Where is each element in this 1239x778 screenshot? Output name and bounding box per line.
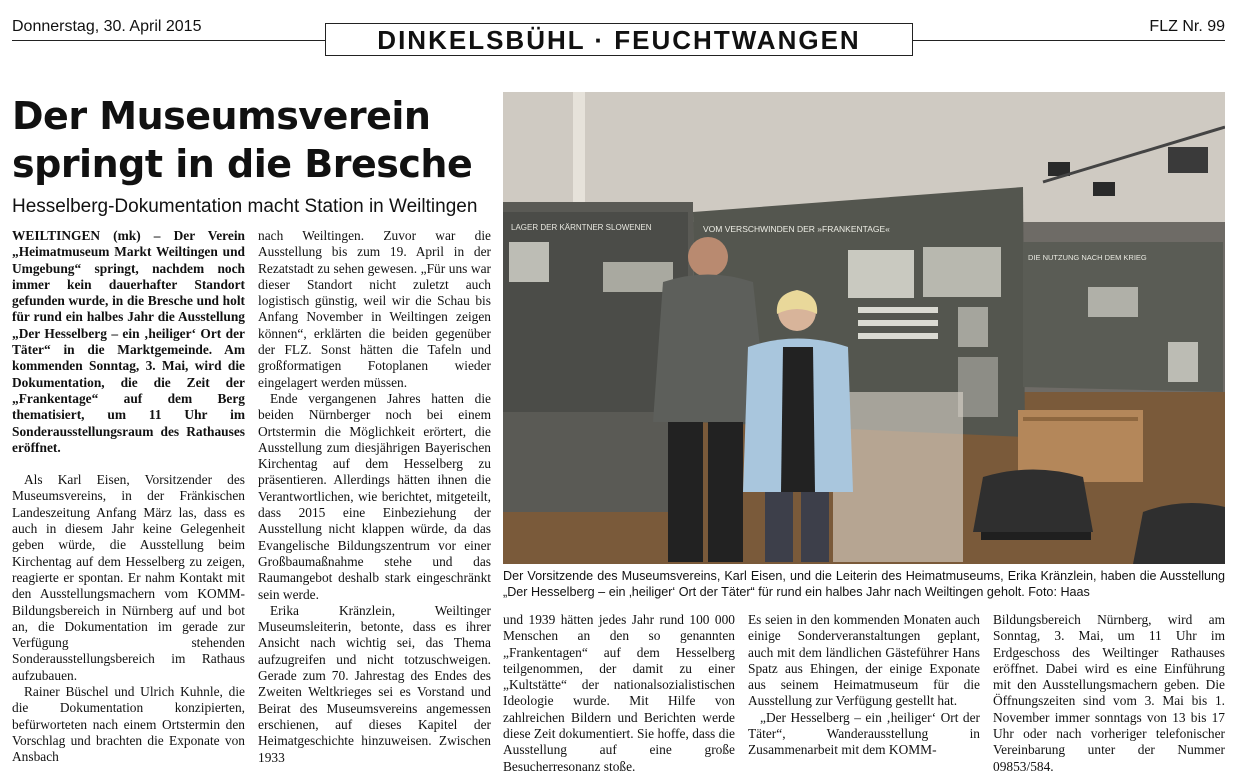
- headline: Der Museumsverein springt in die Bresche: [12, 94, 473, 186]
- subtitle: Hesselberg-Dokumentation macht Station in Weiltingen: [12, 196, 478, 217]
- article-column-1: [12, 228, 245, 766]
- paragraph: Bildungsbereich Nürnberg, wird am Sonntag, 3. Mai, um 11 Uhr im Erdgeschoss des Weiltinger Rathauses eröffnet. Dabei wird es eine Einführung mit den Ausstellungsmachern geben. Die Öffnungszeiten sind vom 3. Mai bis 1. November immer sonntags von 13 bis 17 Uhr oder nach vorheriger telefonischer Vereinbarung unter der Nummer 09853/584.: [993, 612, 1225, 774]
- paragraph: Es seien in den kommenden Monaten auch einige Sonderveranstaltungen geplant, auch mit dem ländlichen Gästeführer Hans Spatz aus Ehingen, der einige Exponate aus seinem Heimatmuseum für die Ausstellung zur Verfügung gestellt hat.: [748, 612, 980, 709]
- paragraph: Als Karl Eisen, Vorsitzender des Museumsvereins, in der Fränkischen Landeszeitung Anfang März las, dass es auch in diesem Jahr keine Gelegenheit geben würde, die Ausstellung beim Kirchentag auf dem Hesselberg zu zeigen, reagierte er spontan. Er nahm Kontakt mit den Ausstellungsmachern vom KOMM-Bildungsbereich in Nürnberg auf und bot an, die Dokumentation im gerade zur Verfügung stehenden Sonderausstellungsbereich im Rathaus aufzubauen.: [12, 472, 245, 683]
- paragraph: und 1939 hätten jedes Jahr rund 100 000 Menschen an den so genannten „Frankentagen“ auf dem Hesselberg teilgenommen, der damit zu einer „Kultstätte“ der nationalsozialistischen Ideologie wurde. Mit Hilfe von zahlreichen Bildern und Berichten werde diese Zeit dokumentiert. Sie hoffe, dass die Ausstellung auf eine große Besucherresonanz stoße.: [503, 612, 735, 774]
- header-issue: FLZ Nr. 99: [1149, 18, 1225, 35]
- article-column-5: [993, 612, 1225, 775]
- panel-title-right: DIE NUTZUNG NACH DEM KRIEG: [1028, 253, 1147, 262]
- panel-title-center: VOM VERSCHWINDEN DER »FRANKENTAGE«: [703, 224, 890, 234]
- section-title: DINKELSBÜHL · FEUCHTWANGEN: [325, 23, 913, 56]
- header-date: Donnerstag, 30. April 2015: [12, 18, 202, 35]
- panel-title-left: LAGER DER KÄRNTNER SLOWENEN: [511, 223, 652, 232]
- exhibition-photo: [503, 92, 1225, 564]
- photo-illustration: [503, 92, 1225, 564]
- article-column-4: [748, 612, 980, 759]
- paragraph: Rainer Büschel und Ulrich Kuhnle, die die Dokumentation konzipierten, befürworteten nach einem Ortstermin den Vorschlag und brachten die Exponate von Ansbach: [12, 684, 245, 765]
- article-column-2: [258, 228, 491, 766]
- lead-paragraph: WEILTINGEN (mk) – Der Verein „Heimatmuseum Markt Weiltingen und Umgebung“ springt, nachdem noch immer kein dauerhafter Standort gefunden wurde, in die Bresche und holt für rund ein halbes Jahr die Ausstellung „Der Hesselberg – ein ‚heiliger‘ Ort der Täter“ in die Marktgemeinde. Am kommenden Sonntag, 3. Mai, wird die Dokumentation, die die Zeit der „Frankentage“ auf dem Berg thematisiert, um 11 Uhr im Sonderausstellungsraum des Rathauses eröffnet.: [12, 228, 245, 455]
- paragraph: nach Weiltingen. Zuvor war die Ausstellung bis zum 19. April in der Rezatstadt zu sehen gewesen. „Für uns war dieser Standort nicht zuletzt auch logistisch günstig, weil wir die Schau bis Anfang November in Weiltingen zeigen können“, erklärten die beiden gegenüber der FLZ. Sonst hätten die Tafeln und großformatigen Fotoplanen wieder eingelagert werden müssen.: [258, 228, 491, 390]
- photo-caption: Der Vorsitzende des Museumsvereins, Karl Eisen, und die Leiterin des Heimatmuseums, Erika Kränzlein, haben die Ausstellung „Der Hesselberg – ein ‚heiliger‘ Ort der Täter“ für rund ein halbes Jahr nach Weiltingen geholt. Foto: Haas: [503, 569, 1225, 599]
- article-column-3: [503, 612, 735, 775]
- paragraph: Ende vergangenen Jahres hatten die beiden Nürnberger noch bei einem Ortstermin die Möglichkeit erörtert, die Ausstellung zum diesjährigen Bayerischen Kirchentag auf dem Hesselberg zu präsentieren. Allerdings hätten ihnen die Verantwortlichen, wie berichtet, mitgeteilt, dass 2015 eine Einbeziehung der Ausstellung nicht klappen würde, da das Evangelische Bildungszentrum vor einer Großbaumaßnahme stehe und das Raumangebot deshalb stark eingeschränkt sein werde.: [258, 390, 491, 602]
- paragraph: Erika Kränzlein, Weiltinger Museumsleiterin, betonte, dass es ihrer Ansicht nach wichtig sei, das Thema aufzugreifen und nicht totzuschweigen. Gerade zum 70. Jahrestag des Endes des Zweiten Weltkrieges sei es Vorstand und Beirat des Museumsvereins angemessen erschienen, auf dieses Kapitel der Heimatgeschichte hinzuweisen. Zwischen 1933: [258, 602, 491, 765]
- paragraph: „Der Hesselberg – ein ‚heiliger‘ Ort der Täter“, Wanderausstellung in Zusammenarbeit mit dem KOMM-: [748, 709, 980, 758]
